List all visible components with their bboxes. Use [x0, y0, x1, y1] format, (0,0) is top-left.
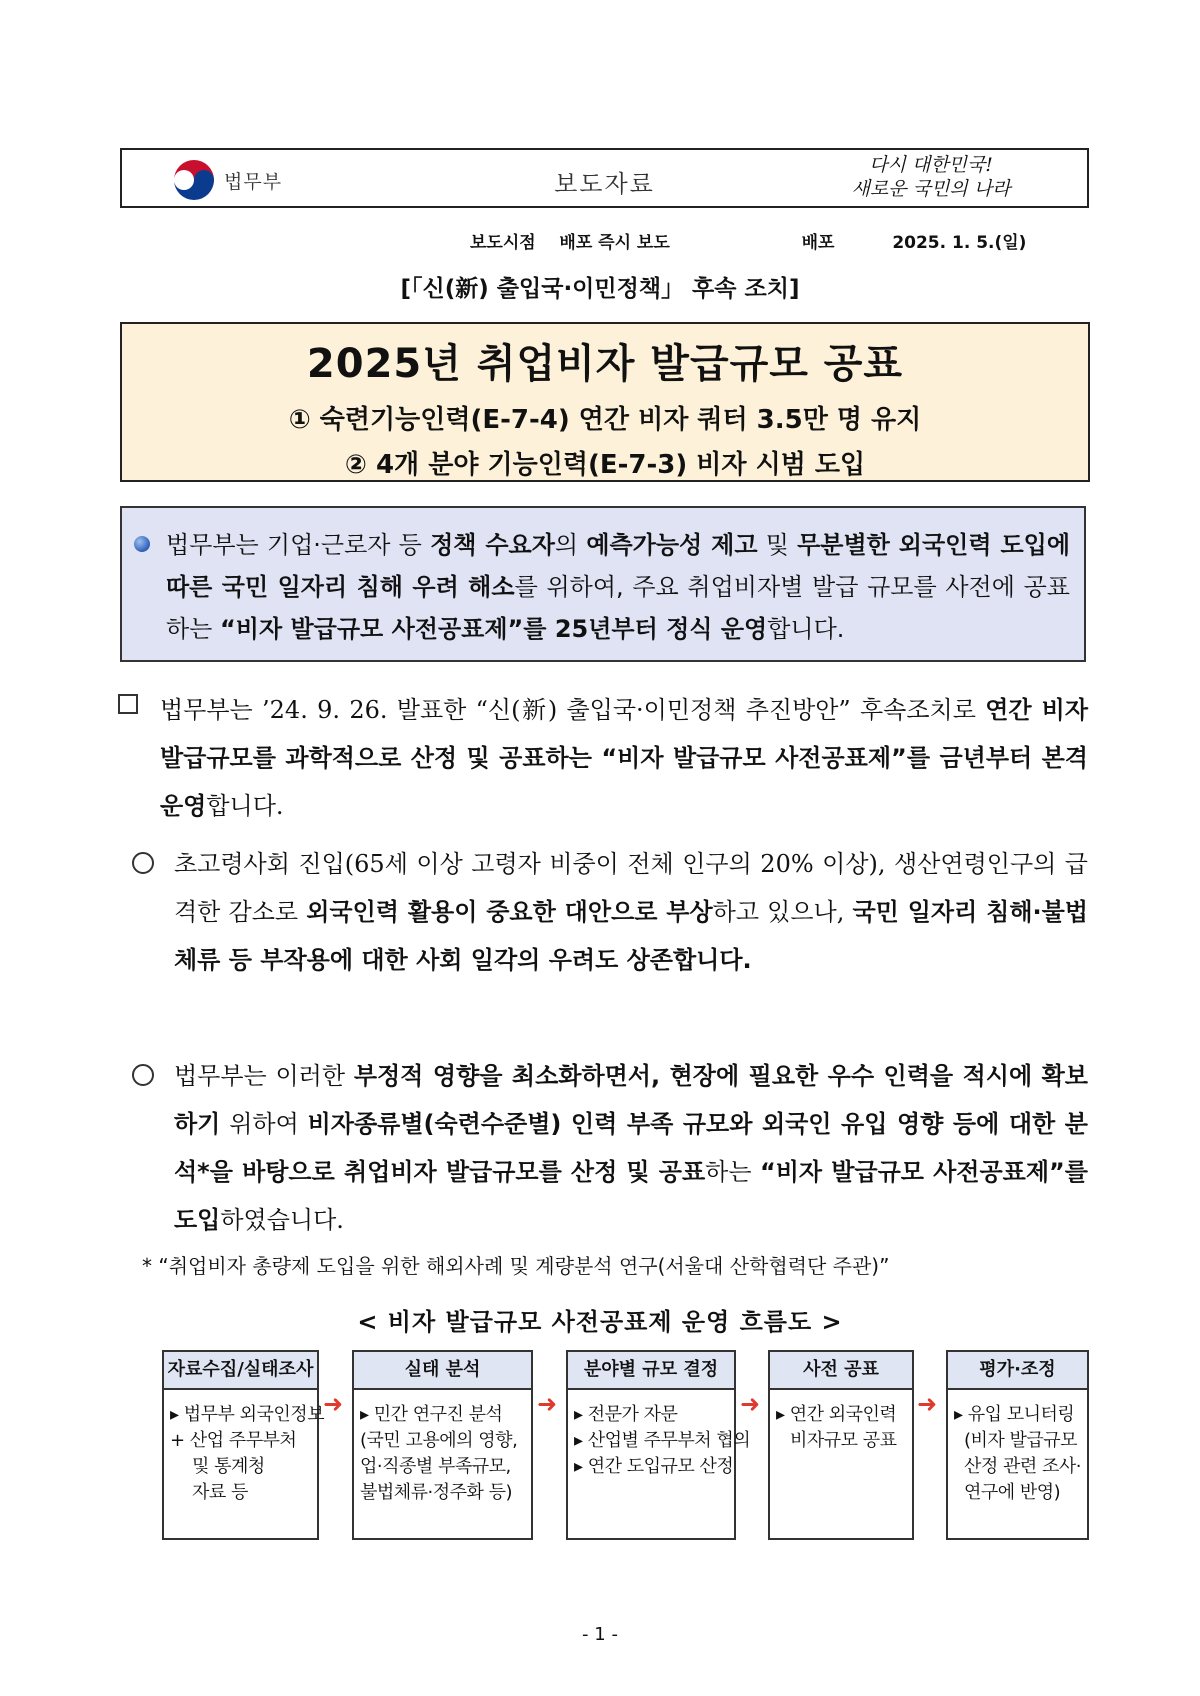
- circle-bullet-icon: [132, 1064, 154, 1086]
- summary-bold: 무분별한 외국인력 도입에 따른 국민 일자리 침해 우려 해소: [166, 531, 1070, 601]
- page-number: - 1 -: [582, 1624, 618, 1645]
- flow-step-head: 실태 분석: [354, 1352, 531, 1390]
- flow-item: 산정 관련 조사·: [964, 1456, 1081, 1477]
- release-meta: [470, 228, 1026, 253]
- flow-item: ▸ 연간 도입규모 산정: [574, 1456, 734, 1477]
- flow-step-data-collection: [162, 1350, 325, 1540]
- flow-item: ▸ 법무부 외국인정보: [170, 1404, 325, 1425]
- circle-bullet-icon: [132, 852, 154, 874]
- paragraph-1: [160, 686, 1088, 830]
- paragraph-3: [174, 1052, 1088, 1244]
- title-subline-2: ② 4개 분야 기능인력(E-7-3) 비자 시범 도입: [344, 450, 866, 480]
- para-text: 법무부는 이러한: [174, 1062, 354, 1090]
- para-bold: 외국인력 활용이 중요한 대안으로 부상: [306, 898, 713, 926]
- para-bold: “비자 발급규모 사전공표제”를 도입: [174, 1158, 1088, 1234]
- para-text: 하는: [705, 1158, 760, 1186]
- slogan-line-2: 새로운 국민의 나라: [851, 178, 1011, 200]
- para-bold: 국민 일자리 침해·불법체류 등 부작용에 대한 사회 일각의 우려도 상존합니다.: [174, 898, 1088, 974]
- press-release-label: 보도자료: [554, 170, 655, 198]
- flow-arrow-icon: ➜: [740, 1390, 761, 1418]
- flow-step-body: [770, 1390, 912, 1454]
- flow-step-body: [568, 1390, 751, 1480]
- flow-item: 업·직종별 부족규모,: [360, 1456, 511, 1477]
- flow-step-evaluation: [946, 1350, 1089, 1540]
- flow-step-analysis: [352, 1350, 533, 1540]
- para-text: 하고 있으나,: [712, 898, 853, 926]
- distribution-label: 배포: [801, 233, 835, 253]
- summary-bold: 정책 수요자: [430, 531, 555, 559]
- para-bold: 연간 비자 발급규모를 과학적으로 산정 및 공표하는 “비자 발급규모 사전공표제”를 금년부터 본격 운영: [160, 696, 1088, 820]
- flow-item: (비자 발급규모: [964, 1430, 1078, 1451]
- title-subline-1: ① 숙련기능인력(E-7-4) 연간 비자 쿼터 3.5만 명 유지: [288, 405, 922, 435]
- summary-text: 법무부는 기업·근로자 등: [166, 531, 431, 559]
- flow-item: (국민 고용에의 영향,: [360, 1430, 518, 1451]
- flow-item: 연구에 반영): [964, 1482, 1061, 1503]
- summary-bold: 예측가능성 제고: [586, 531, 758, 559]
- main-title: 2025년 취업비자 발급규모 공표: [306, 341, 904, 387]
- policy-subtitle: [「신(新) 출입국·이민정책」 후속 조치]: [400, 276, 800, 302]
- flow-item: + 산업 주무부처: [170, 1430, 297, 1451]
- title-box: [120, 322, 1090, 482]
- flow-item: ▸ 연간 외국인력: [776, 1404, 897, 1425]
- flow-step-head: 분야별 규모 결정: [568, 1352, 734, 1390]
- header-box: [120, 148, 1089, 208]
- flow-step-body: [354, 1390, 531, 1506]
- para-bold: 비자종류별(숙련수준별) 인력 부족 규모와 외국인 유입 영향 등에 대한 분석*을 바탕으로 취업비자 발급규모를 산정 및 공표: [174, 1110, 1088, 1186]
- flow-arrow-icon: ➜: [917, 1390, 938, 1418]
- slogan-line-1: 다시 대한민국!: [869, 154, 993, 176]
- summary-box: [120, 506, 1086, 662]
- flow-step-head: 자료수집/실태조사: [164, 1352, 317, 1390]
- release-time-label: 보도시점: [470, 233, 536, 253]
- summary-text: 의: [554, 531, 587, 559]
- distribution-date: 2025. 1. 5.(일): [892, 233, 1027, 253]
- flow-arrow-icon: ➜: [537, 1390, 558, 1418]
- flow-item: ▸ 유입 모니터링: [954, 1404, 1075, 1425]
- summary-text: 및: [757, 531, 798, 559]
- flow-step-head: 평가·조정: [948, 1352, 1087, 1390]
- para-text: 초고령사회 진입(65세 이상 고령자 비중이 전체 인구의 20% 이상), 생산연령인구의 급격한 감소로: [174, 850, 1088, 926]
- para-text: 하였습니다.: [220, 1206, 344, 1234]
- flow-item: ▸ 민간 연구진 분석: [360, 1404, 503, 1425]
- ministry-name: 법무부: [224, 170, 283, 193]
- flow-step-head: 사전 공표: [770, 1352, 912, 1390]
- summary-text: 를 위하여, 주요 취업비자별 발급 규모를 사전에 공표하는: [166, 573, 1070, 643]
- slogan: [821, 153, 1041, 201]
- summary-text: 합니다.: [767, 615, 845, 643]
- release-time-value: 배포 즉시 보도: [559, 233, 670, 253]
- flow-step-decision: [566, 1350, 751, 1540]
- para-text: 합니다.: [206, 792, 284, 820]
- footnote: * “취업비자 총량제 도입을 위한 해외사례 및 계량분석 연구(서울대 산학협력단 주관)”: [142, 1254, 890, 1278]
- flow-title: < 비자 발급규모 사전공표제 운영 흐름도 >: [357, 1308, 843, 1336]
- flow-arrow-icon: ➜: [323, 1390, 344, 1418]
- paragraph-2: [174, 840, 1088, 984]
- flow-item: ▸ 전문가 자문: [574, 1404, 678, 1425]
- flow-item: ▸ 산업별 주무부처 협의: [574, 1430, 751, 1451]
- flow-item: 비자규모 공표: [790, 1430, 897, 1451]
- para-text: 위하여: [220, 1110, 308, 1138]
- square-bullet-icon: [118, 694, 138, 714]
- flow-item: 자료 등: [192, 1482, 248, 1503]
- para-bold: 부정적 영향을 최소화하면서, 현장에 필요한 우수 인력을 적시에 확보하기: [174, 1062, 1088, 1138]
- flow-item: 불법체류·정주화 등): [360, 1482, 513, 1503]
- flow-step-announcement: [768, 1350, 914, 1540]
- bullet-dot-icon: [134, 536, 150, 552]
- summary-bold: “비자 발급규모 사전공표제”를 25년부터 정식 운영: [220, 615, 768, 643]
- flow-item: 및 통계청: [192, 1456, 265, 1477]
- flow-step-body: [164, 1390, 325, 1506]
- flow-step-body: [948, 1390, 1087, 1506]
- para-text: 법무부는 ’24. 9. 26. 발표한 “신(新) 출입국·이민정책 추진방안” 후속조치로: [160, 696, 986, 724]
